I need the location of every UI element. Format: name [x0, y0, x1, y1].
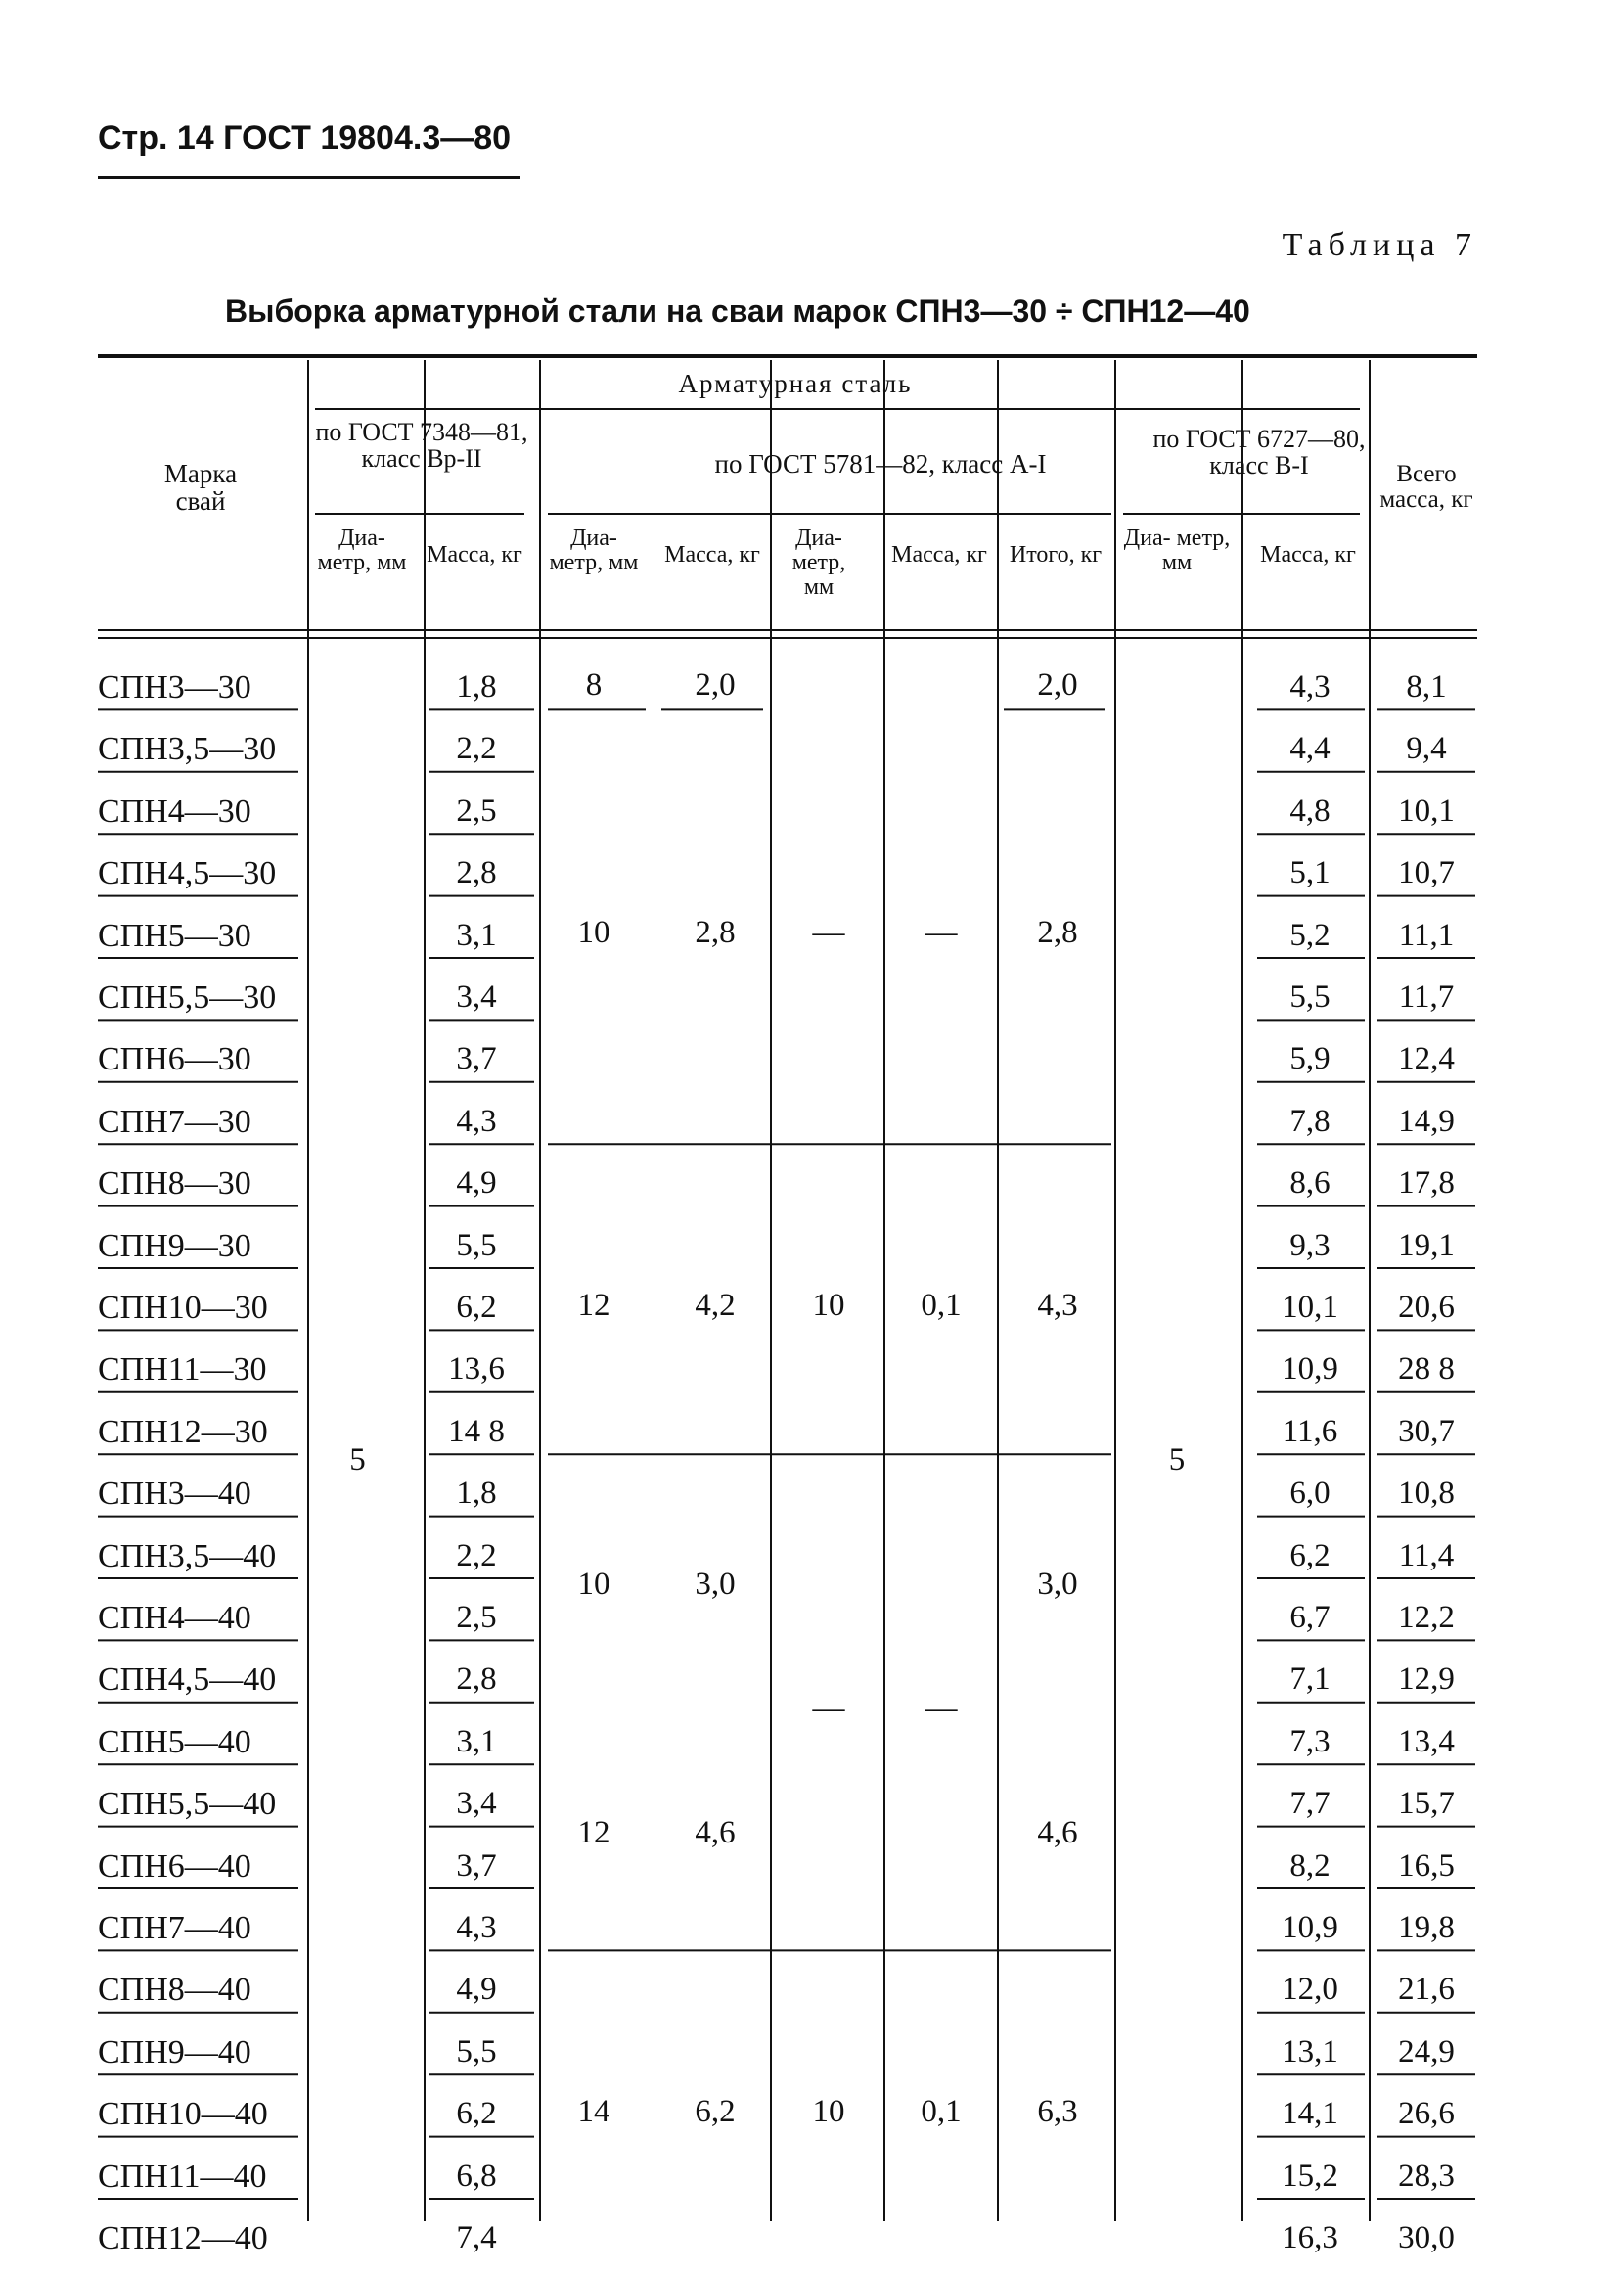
row-mass-6727: 4,3 — [1289, 669, 1331, 705]
group3-d2b: 10 — [812, 1287, 845, 1323]
row-mass-6727: 6,0 — [1289, 1476, 1331, 1512]
header-mass-4: Масса, кг — [1260, 542, 1356, 568]
row-total-mass: 14,9 — [1398, 1103, 1455, 1139]
header-mass-2: Масса, кг — [664, 542, 760, 568]
header-diameter-1: Диа- метр, мм — [317, 525, 407, 576]
group6-m2b: 0,1 — [921, 2093, 962, 2129]
row-mass-6727: 6,2 — [1289, 1537, 1331, 1573]
header-mass-1: Масса, кг — [427, 542, 522, 568]
row-mass-6727: 6,7 — [1289, 1600, 1331, 1635]
row-mark: СПН4,5—30 — [98, 855, 277, 892]
page-header: Стр. 14 ГОСТ 19804.3—80 — [98, 119, 512, 157]
row-mass-6727: 10,9 — [1282, 1910, 1338, 1945]
row-mass-7348: 3,7 — [456, 1041, 497, 1077]
row-mark: СПН9—40 — [98, 2033, 251, 2070]
row-mass-7348: 3,4 — [456, 979, 497, 1015]
row-mass-6727: 9,3 — [1289, 1227, 1331, 1263]
row-mass-7348: 4,3 — [456, 1910, 497, 1945]
row-mass-7348: 7,4 — [456, 2220, 497, 2255]
row-mark: СПН7—30 — [98, 1103, 251, 1140]
row-mark: СПН3—30 — [98, 669, 251, 705]
row-total-mass: 28,3 — [1398, 2158, 1455, 2194]
row-total-mass: 12,9 — [1398, 1661, 1455, 1698]
row-mass-6727: 11,6 — [1282, 1413, 1338, 1449]
row-total-mass: 12,4 — [1398, 1041, 1455, 1077]
row-mass-7348: 2,2 — [456, 731, 497, 767]
row-mass-6727: 4,4 — [1289, 731, 1331, 767]
group2-m2b: — — [925, 915, 958, 951]
row-total-mass: 24,9 — [1398, 2033, 1455, 2069]
row-mark: СПН3,5—30 — [98, 731, 277, 768]
header-gost6727: по ГОСТ 6727—80, класс В-I — [1152, 425, 1366, 480]
group6-d2: 14 — [577, 2093, 610, 2129]
row-mark: СПН11—40 — [98, 2158, 267, 2195]
row-mark: СПН11—30 — [98, 1351, 267, 1388]
row-total-mass: 19,8 — [1398, 1910, 1455, 1945]
row-mass-7348: 1,8 — [456, 1476, 497, 1512]
row-mass-7348: 2,8 — [456, 1661, 497, 1698]
row-total-mass: 13,4 — [1398, 1723, 1455, 1759]
row-total-mass: 15,7 — [1398, 1786, 1455, 1822]
table-title: Выборка арматурной стали на сваи марок СПН3—30 ÷ СПН12—40 — [225, 294, 1250, 329]
row-mark: СПН7—40 — [98, 1910, 251, 1946]
group3-d2: 12 — [577, 1287, 610, 1323]
group4-itogo: 3,0 — [1037, 1567, 1078, 1602]
row-mark: СПН5,5—40 — [98, 1786, 277, 1823]
header-gost7348: по ГОСТ 7348—81, класс Вр-II — [315, 418, 528, 474]
row-mass-6727: 7,8 — [1289, 1103, 1331, 1139]
row-total-mass: 9,4 — [1406, 731, 1447, 767]
row-mass-6727: 5,9 — [1289, 1041, 1331, 1077]
row-mass-7348: 3,1 — [456, 917, 497, 953]
row-mass-7348: 4,3 — [456, 1103, 497, 1139]
row-mark: СПН3—40 — [98, 1476, 251, 1513]
row-mass-6727: 5,1 — [1289, 855, 1331, 891]
row-total-mass: 16,5 — [1398, 1847, 1455, 1884]
row-total-mass: 21,6 — [1398, 1972, 1455, 2008]
header-gost5781: по ГОСТ 5781—82, класс А-I — [714, 449, 1047, 478]
group6-d2b: 10 — [812, 2093, 845, 2129]
row-mass-7348: 4,9 — [456, 1165, 497, 1202]
header-itogo: Итого, кг — [1009, 542, 1103, 568]
row-mass-6727: 10,1 — [1282, 1290, 1338, 1325]
row-mass-6727: 15,2 — [1282, 2158, 1338, 2194]
group2-m2: 2,8 — [695, 915, 736, 951]
group4b-m2b: — — [925, 1690, 958, 1726]
row-mark: СПН12—30 — [98, 1413, 268, 1450]
row-total-mass: 30,7 — [1398, 1413, 1455, 1449]
row-mark: СПН5—40 — [98, 1723, 251, 1760]
group2-d2b: — — [812, 915, 845, 951]
row-mass-7348: 2,2 — [456, 1537, 497, 1573]
row-mass-6727: 7,3 — [1289, 1723, 1331, 1759]
merged-d1: 5 — [349, 1442, 366, 1478]
row-mass-6727: 13,1 — [1282, 2033, 1338, 2069]
row-mass-7348: 2,8 — [456, 855, 497, 891]
row-mass-6727: 4,8 — [1289, 793, 1331, 829]
row-total-mass: 26,6 — [1398, 2096, 1455, 2132]
row-total-mass: 10,7 — [1398, 855, 1455, 891]
group1-m2: 2,0 — [695, 666, 736, 703]
group6-m2: 6,2 — [695, 2093, 736, 2129]
row-mark: СПН10—30 — [98, 1290, 268, 1326]
row-mass-7348: 2,5 — [456, 793, 497, 829]
group3-itogo: 4,3 — [1037, 1287, 1078, 1323]
group2-d2: 10 — [577, 915, 610, 951]
merged-d3: 5 — [1168, 1442, 1186, 1478]
row-mark: СПН6—40 — [98, 1847, 251, 1885]
row-mark: СПН8—30 — [98, 1165, 251, 1203]
row-mass-7348: 3,1 — [456, 1723, 497, 1759]
row-mass-7348: 6,8 — [456, 2158, 497, 2194]
group5-d2: 12 — [577, 1814, 610, 1850]
row-total-mass: 20,6 — [1398, 1290, 1455, 1325]
row-mass-6727: 12,0 — [1282, 1972, 1338, 2008]
header-diameter-3: Диа- метр, мм — [791, 525, 846, 601]
row-total-mass: 10,8 — [1398, 1476, 1455, 1512]
row-mass-6727: 5,2 — [1289, 917, 1331, 953]
row-total-mass: 19,1 — [1398, 1227, 1455, 1263]
row-mass-7348: 1,8 — [456, 669, 497, 705]
row-mass-7348: 3,7 — [456, 1847, 497, 1884]
group4-m2: 3,0 — [695, 1567, 736, 1602]
row-mass-7348: 6,2 — [456, 2096, 497, 2132]
row-mass-7348: 14 8 — [448, 1413, 505, 1449]
row-mass-6727: 14,1 — [1282, 2096, 1338, 2132]
group4b-d2b: — — [812, 1690, 845, 1726]
row-mark: СПН3,5—40 — [98, 1537, 277, 1574]
row-mass-6727: 10,9 — [1282, 1351, 1338, 1387]
row-mark: СПН4—30 — [98, 793, 251, 830]
row-mass-7348: 5,5 — [456, 2033, 497, 2069]
row-mass-6727: 5,5 — [1289, 979, 1331, 1015]
group3-m2: 4,2 — [695, 1287, 736, 1323]
header-diameter-2: Диа- метр, мм — [549, 525, 639, 576]
row-total-mass: 11,4 — [1398, 1537, 1455, 1573]
group2-itogo: 2,8 — [1037, 915, 1078, 951]
group1-itogo: 2,0 — [1037, 666, 1078, 703]
row-total-mass: 30,0 — [1398, 2220, 1455, 2255]
row-total-mass: 8,1 — [1406, 669, 1447, 705]
row-mark: СПН9—30 — [98, 1227, 251, 1264]
row-total-mass: 10,1 — [1398, 793, 1455, 829]
row-total-mass: 17,8 — [1398, 1165, 1455, 1202]
group5-m2: 4,6 — [695, 1814, 736, 1850]
row-mark: СПН5—30 — [98, 917, 251, 954]
row-mark: СПН12—40 — [98, 2220, 268, 2256]
row-mark: СПН4,5—40 — [98, 1661, 277, 1699]
row-mass-6727: 7,7 — [1289, 1786, 1331, 1822]
row-mass-6727: 16,3 — [1282, 2220, 1338, 2255]
group6-itogo: 6,3 — [1037, 2093, 1078, 2129]
group3-m2b: 0,1 — [921, 1287, 962, 1323]
row-mark: СПН4—40 — [98, 1600, 251, 1636]
row-total-mass: 12,2 — [1398, 1600, 1455, 1635]
row-total-mass: 28 8 — [1398, 1351, 1455, 1387]
row-mark: СПН10—40 — [98, 2096, 268, 2133]
row-mass-6727: 8,2 — [1289, 1847, 1331, 1884]
row-mass-7348: 3,4 — [456, 1786, 497, 1822]
group4-d2: 10 — [577, 1567, 610, 1602]
row-mark: СПН8—40 — [98, 1972, 251, 2009]
row-mass-7348: 6,2 — [456, 1290, 497, 1325]
row-total-mass: 11,7 — [1398, 979, 1455, 1015]
group1-d2: 8 — [585, 666, 603, 703]
header-total: Всего масса, кг — [1379, 461, 1473, 514]
row-mass-7348: 2,5 — [456, 1600, 497, 1635]
header-steel: Арматурная сталь — [678, 369, 913, 398]
group5-itogo: 4,6 — [1037, 1814, 1078, 1850]
header-mass-3: Масса, кг — [891, 542, 987, 568]
row-mass-7348: 5,5 — [456, 1227, 497, 1263]
steel-table — [98, 352, 1477, 2256]
row-mass-6727: 7,1 — [1289, 1661, 1331, 1698]
row-mass-7348: 4,9 — [456, 1972, 497, 2008]
row-mark: СПН5,5—30 — [98, 979, 277, 1016]
table-number: Таблица 7 — [1282, 227, 1477, 263]
header-mark: Марка свай — [163, 459, 238, 517]
row-total-mass: 11,1 — [1398, 917, 1455, 953]
row-mass-7348: 13,6 — [448, 1351, 505, 1387]
row-mark: СПН6—30 — [98, 1041, 251, 1078]
header-rule — [98, 176, 520, 179]
header-diameter-4: Диа- метр, мм — [1123, 525, 1231, 576]
row-mass-6727: 8,6 — [1289, 1165, 1331, 1202]
